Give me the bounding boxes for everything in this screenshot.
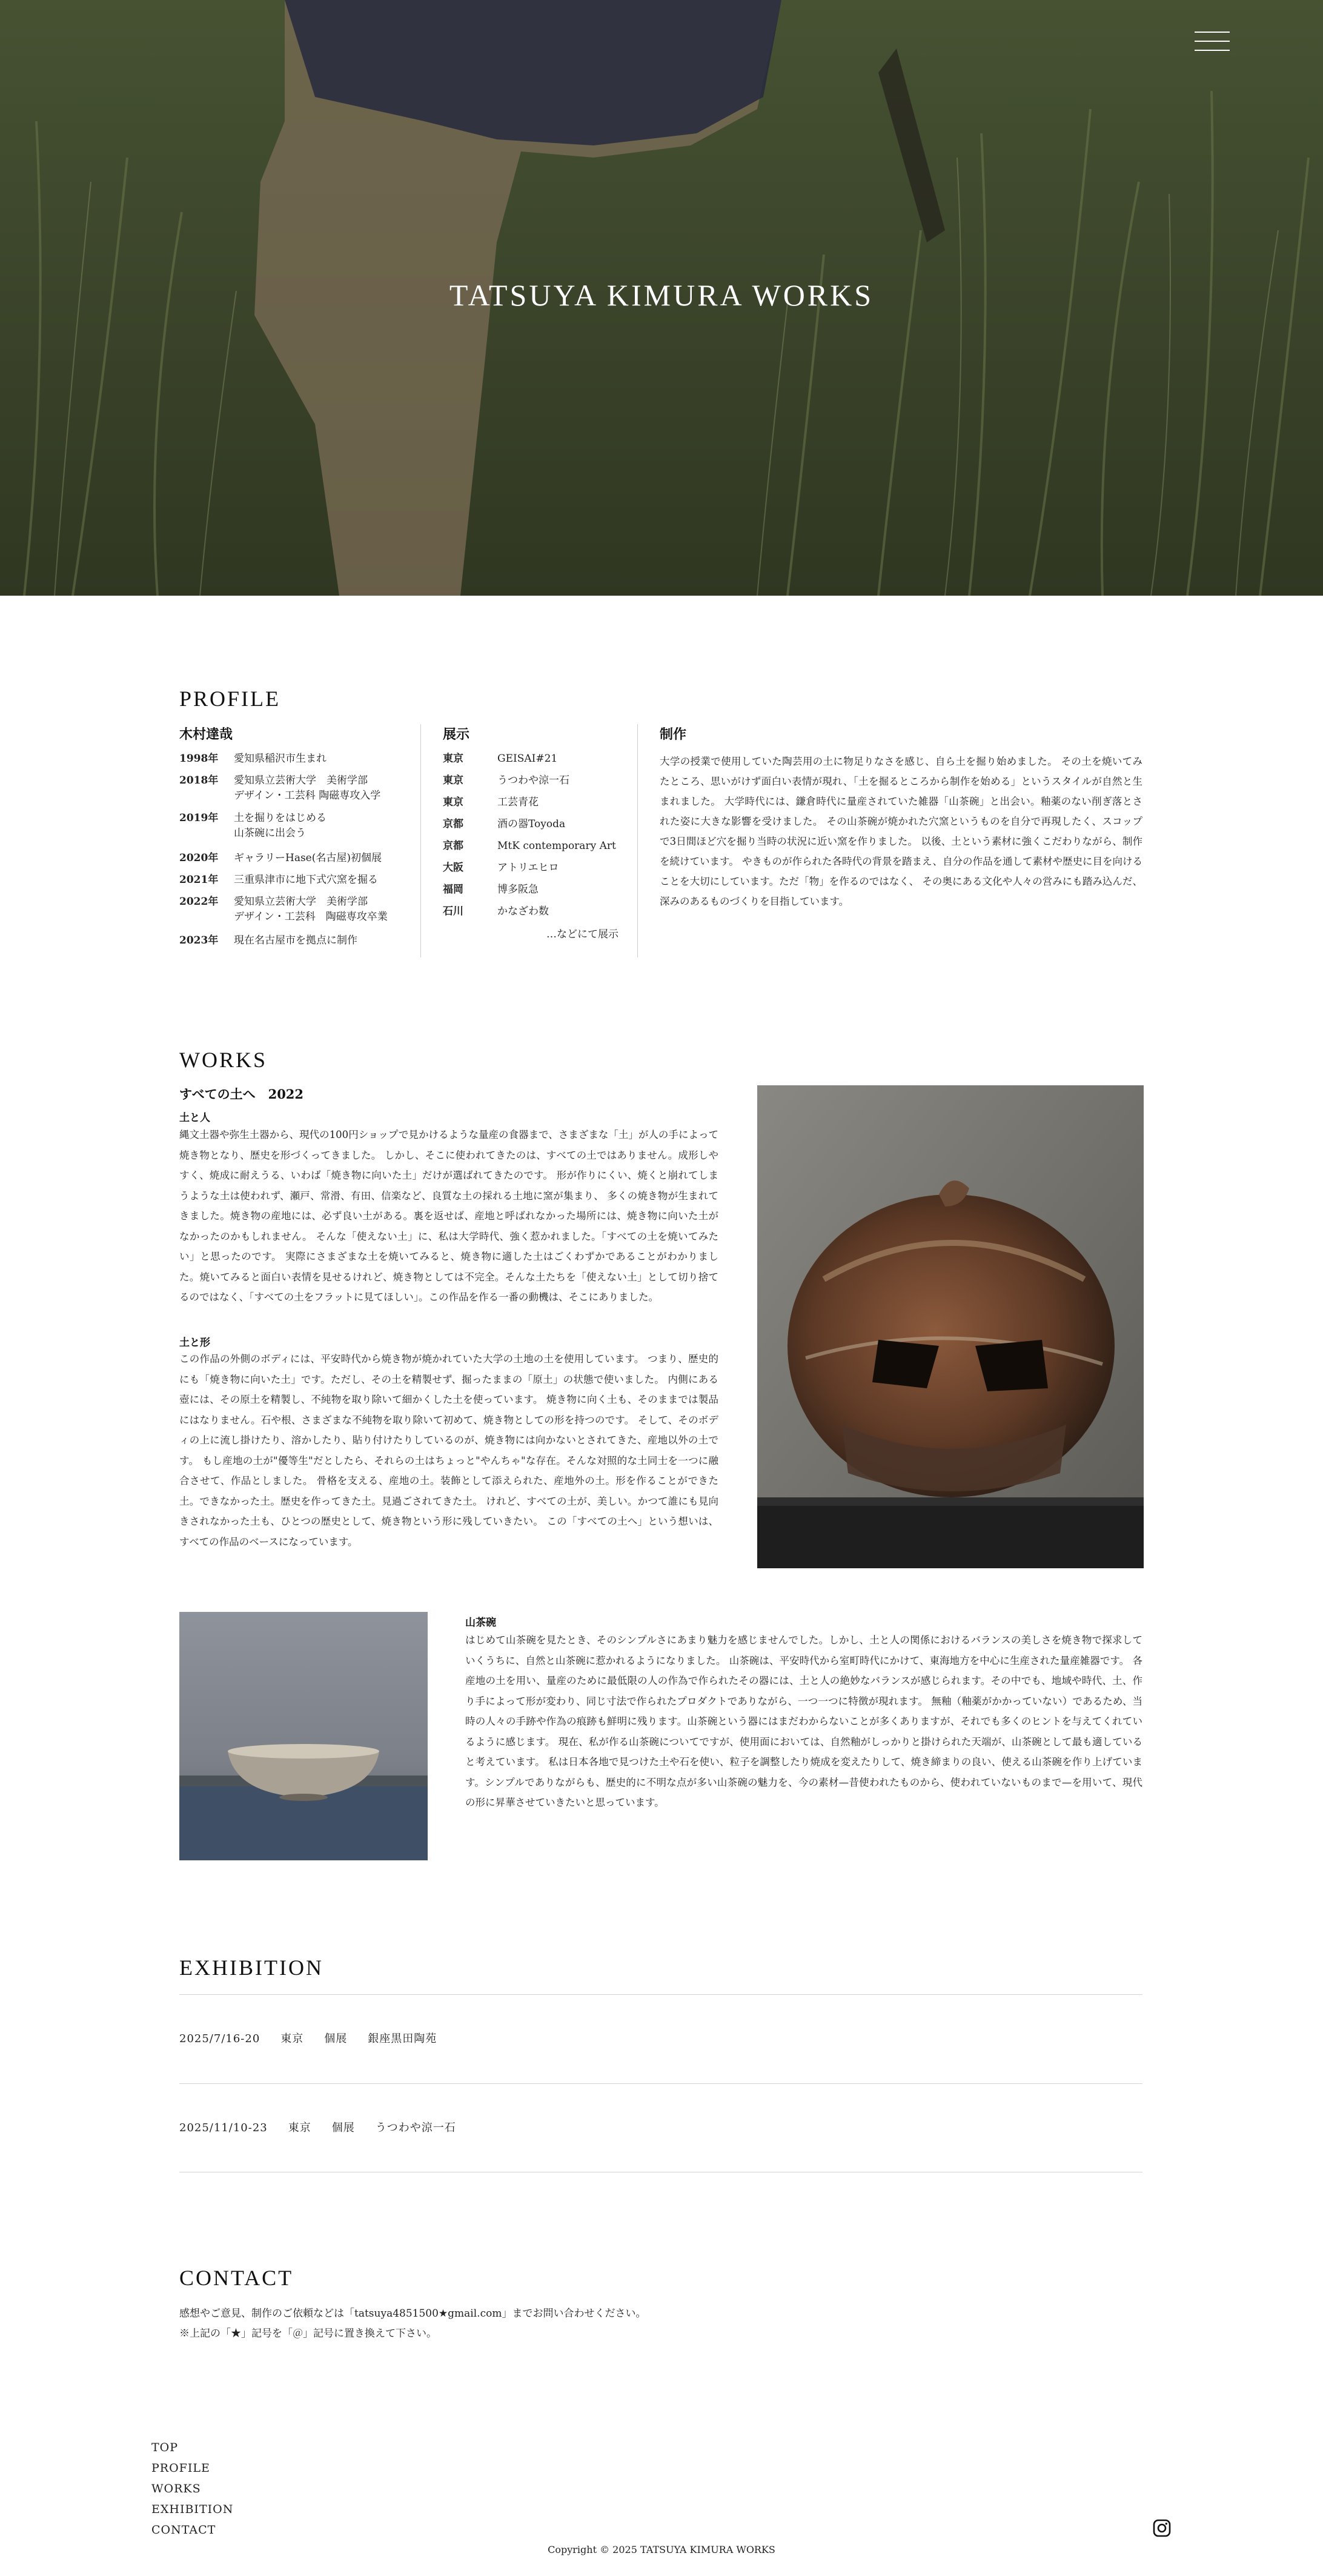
exhibitions-more: …などにて展示 [546,928,618,940]
contact-note: ※上記の「★」記号を「＠」記号に置き換えて下さい。 [179,2328,437,2340]
exhibition-venues: 東京 GEISAI#21 東京 うつわや涼一石 東京 工芸青花 京都 酒の器Toyoda 京都 MtK contemporary Art 大阪 アトリエヒロ 福岡 博多阪急 石川 かなざわ数 …などにて展示 [443,751,618,945]
copyright: Copyright © 2025 TATSUYA KIMURA WORKS [548,2544,775,2555]
exhibitions-heading: 展示 [443,727,470,742]
sculpture-photo [757,1085,1144,1568]
work-subheading: 土と人 [179,1112,210,1124]
column-divider [637,724,638,957]
bowl-image [179,1612,428,1860]
exhibition-item: 2025/11/10-23 東京 個展 うつわや涼一石 [179,2122,456,2134]
contact-line: 感想やご意見、制作のご依頼などは「tatsuya4851500★gmail.com」までお問い合わせください。 [179,2308,646,2320]
footer-link-contact[interactable]: CONTACT [151,2523,216,2537]
sculpture-image [757,1085,1144,1568]
footer-link-top[interactable]: TOP [151,2441,179,2454]
work-paragraph: 縄文土器や弥生土器から、現代の100円ショップで見かけるような量産の食器まで、さまざまな「土」が人の手によって焼き物となり、歴史を形づくってきました。 しかし、そこに使われてきたのは、すべての土ではありません。成形しやすく、焼成に耐えうる、いわば「焼き物に向いた土」だけが選ばれてきたのです。 形が作りにくい、焼くと崩れてしまうような土は使われず、瀬戸、常滑、有田、信楽など、良質な土の採れる土地に窯が集まり、 多くの焼き物が生まれてきました。焼き物の産地には、必ず良い土がある。裏を返せば、産地と呼ばれなかった場所には、焼き物に向いた土がなかったのかもしれません。 そんな「使えない土」に、私は大学時代、強く惹かれました。「すべての土を焼いてみたい」と思ったのです。 実際にさまざまな土を焼いてみると、焼き物に適した土はごくわずかであることがわかりました。焼いてみると面白い表情を見せるけれど、焼き物としては不完全。そんな土たちを「使えない土」として切り捨てるのではなく、「すべての土をフラットに見てほしい」。この作品を作る一番の動機は、そこにありました。 [179,1129,719,1303]
instagram-icon[interactable] [1153,2519,1171,2537]
work-subheading: 山茶碗 [465,1617,496,1629]
footer-link-profile[interactable]: PROFILE [151,2461,210,2475]
work-subheading: 土と形 [179,1337,210,1349]
profile-heading: PROFILE [179,687,281,711]
divider [179,2083,1142,2084]
exhibition-heading: EXHIBITION [179,1955,323,1980]
site-title: TATSUYA KIMURA WORKS [449,278,874,312]
hamburger-menu-icon[interactable] [1195,29,1230,53]
production-text: 大学の授業で使用していた陶芸用の土に物足りなさを感じ、自ら土を掘り始めました。 その土を焼いてみたところ、思いがけず面白い表情が現れ、「土を掘るところから制作を始める」というスタイルが自然と生まれました。 大学時代には、鎌倉時代に量産されていた雑器「山茶碗」と出会い。釉薬のない削ぎ落とされた姿に大きな影響を受けました。 その山茶碗が焼かれた穴窯というものを自分で再現したく、スコップで3日間ほど穴を掘り当時の状況に近い窯を作りました。 以後、土という素材に強くこだわりながら、制作を続けています。 やきものが作られた各時代の背景を踏まえ、自分の作品を通して素材や歴史に目を向けることを大切にしています。ただ「物」を作るのではなく、 その奥にある文化や人々の営みにも踏み込んだ、深みのあるものづくりを目指しています。 [660,756,1142,907]
footer-link-works[interactable]: WORKS [151,2482,201,2495]
contact-heading: CONTACT [179,2266,294,2290]
exhibition-item: 2025/7/16-20 東京 個展 銀座黒田陶苑 [179,2032,437,2045]
divider [179,1994,1142,1995]
works-heading: WORKS [179,1048,268,1072]
profile-timeline: 1998年 愛知県稲沢市生まれ 2018年 愛知県立芸術大学 美術学部 デザイン・工芸科 陶磁専攻入学 2019年 土を掘りをはじめる 山茶碗に出会う 2020年 ギャラリーHase(名古屋)初個展 2021年 三重県津市に地下式穴窯を掘る 2022年 愛知県立芸術大学 美術学部 デザイン・工芸科 陶磁専攻卒業 2023年 現在名古屋市を拠点に制作 [179,753,388,947]
production-heading: 制作 [660,727,687,742]
work-title: すべての土へ 2022 [179,1087,304,1102]
work-paragraph: この作品の外側のボディには、平安時代から焼き物が焼かれていた大学の土地の土を使用しています。 つまり、歴史的にも「焼き物に向いた土」です。ただし、その土を精製せず、掘ったままの「原土」の状態で使いました。 内側にある壺には、その原土を精製し、不純物を取り除いて細かくした土を使っています。 焼き物に向く土も、そのままでは製品にはなりません。石や根、さまざまな不純物を取り除いて初めて、焼き物としての形を持つのです。 そして、そのボディの上に流し掛けたり、溶かしたり、貼り付けたりしているのが、焼き物には向かないとされてきた、産地以外の土です。 もし産地の土が"優等生"だとしたら、それらの土はちょっと"やんちゃ"な存在。そんな対照的な土同士を一つに融合させて、作品としました。 骨格を支える、産地の土。装飾として添えられた、産地外の土。形を作ることができた土。できなかった土。歴史を作ってきた土。見過ごされてきた土。 けれど、すべての土が、美しい。かつて誰にも見向きされなかった土も、ひとつの歴史として、焼き物という形に残していきたい。 この「すべての土へ」という想いは、すべての作品のベースになっています。 [179,1353,718,1548]
profile-name: 木村達哉 [179,727,233,742]
work-paragraph: はじめて山茶碗を見たとき、そのシンプルさにあまり魅力を感じませんでした。しかし、土と人の関係におけるバランスの美しさを焼き物で探求していくうちに、自然と山茶碗に惹かれるようになりました。 山茶碗は、平安時代から室町時代にかけて、東海地方を中心に生産された量産雑器です。 各産地の土を用い、量産のために最低限の人の作為で作られたその器には、土と人の絶妙なバランスが感じられます。その中でも、地域や時代、土、作り手によって形が変わり、同じ寸法で作られたプロダクトでありながら、一つ一つに特徴が現れます。 無釉（釉薬がかかっていない）であるため、当時の人々の手跡や作為の痕跡も鮮明に残ります。山茶碗という器にはまだわからないことが多くありますが、それでも多くのヒントを与えてくれているように感じます。 現在、私が作る山茶碗についてですが、使用面においては、自然釉がしっかりと掛けられた天端が、山茶碗として最も適していると考えています。 私は日本各地で見つけた土や石を使い、粒子を調整したり焼成を変えたりして、焼き締まりの良い、使える山茶碗を作り上げています。シンプルでありながらも、歴史的に不明な点が多い山茶碗の魅力を、今の素材—昔使われたものから、使われていないものまで—を用いて、現代の形に昇華させていきたいと思っています。 [465,1634,1142,1808]
column-divider [420,724,421,957]
footer-link-exhibition[interactable]: EXHIBITION [151,2503,234,2516]
bowl-photo [179,1612,428,1860]
